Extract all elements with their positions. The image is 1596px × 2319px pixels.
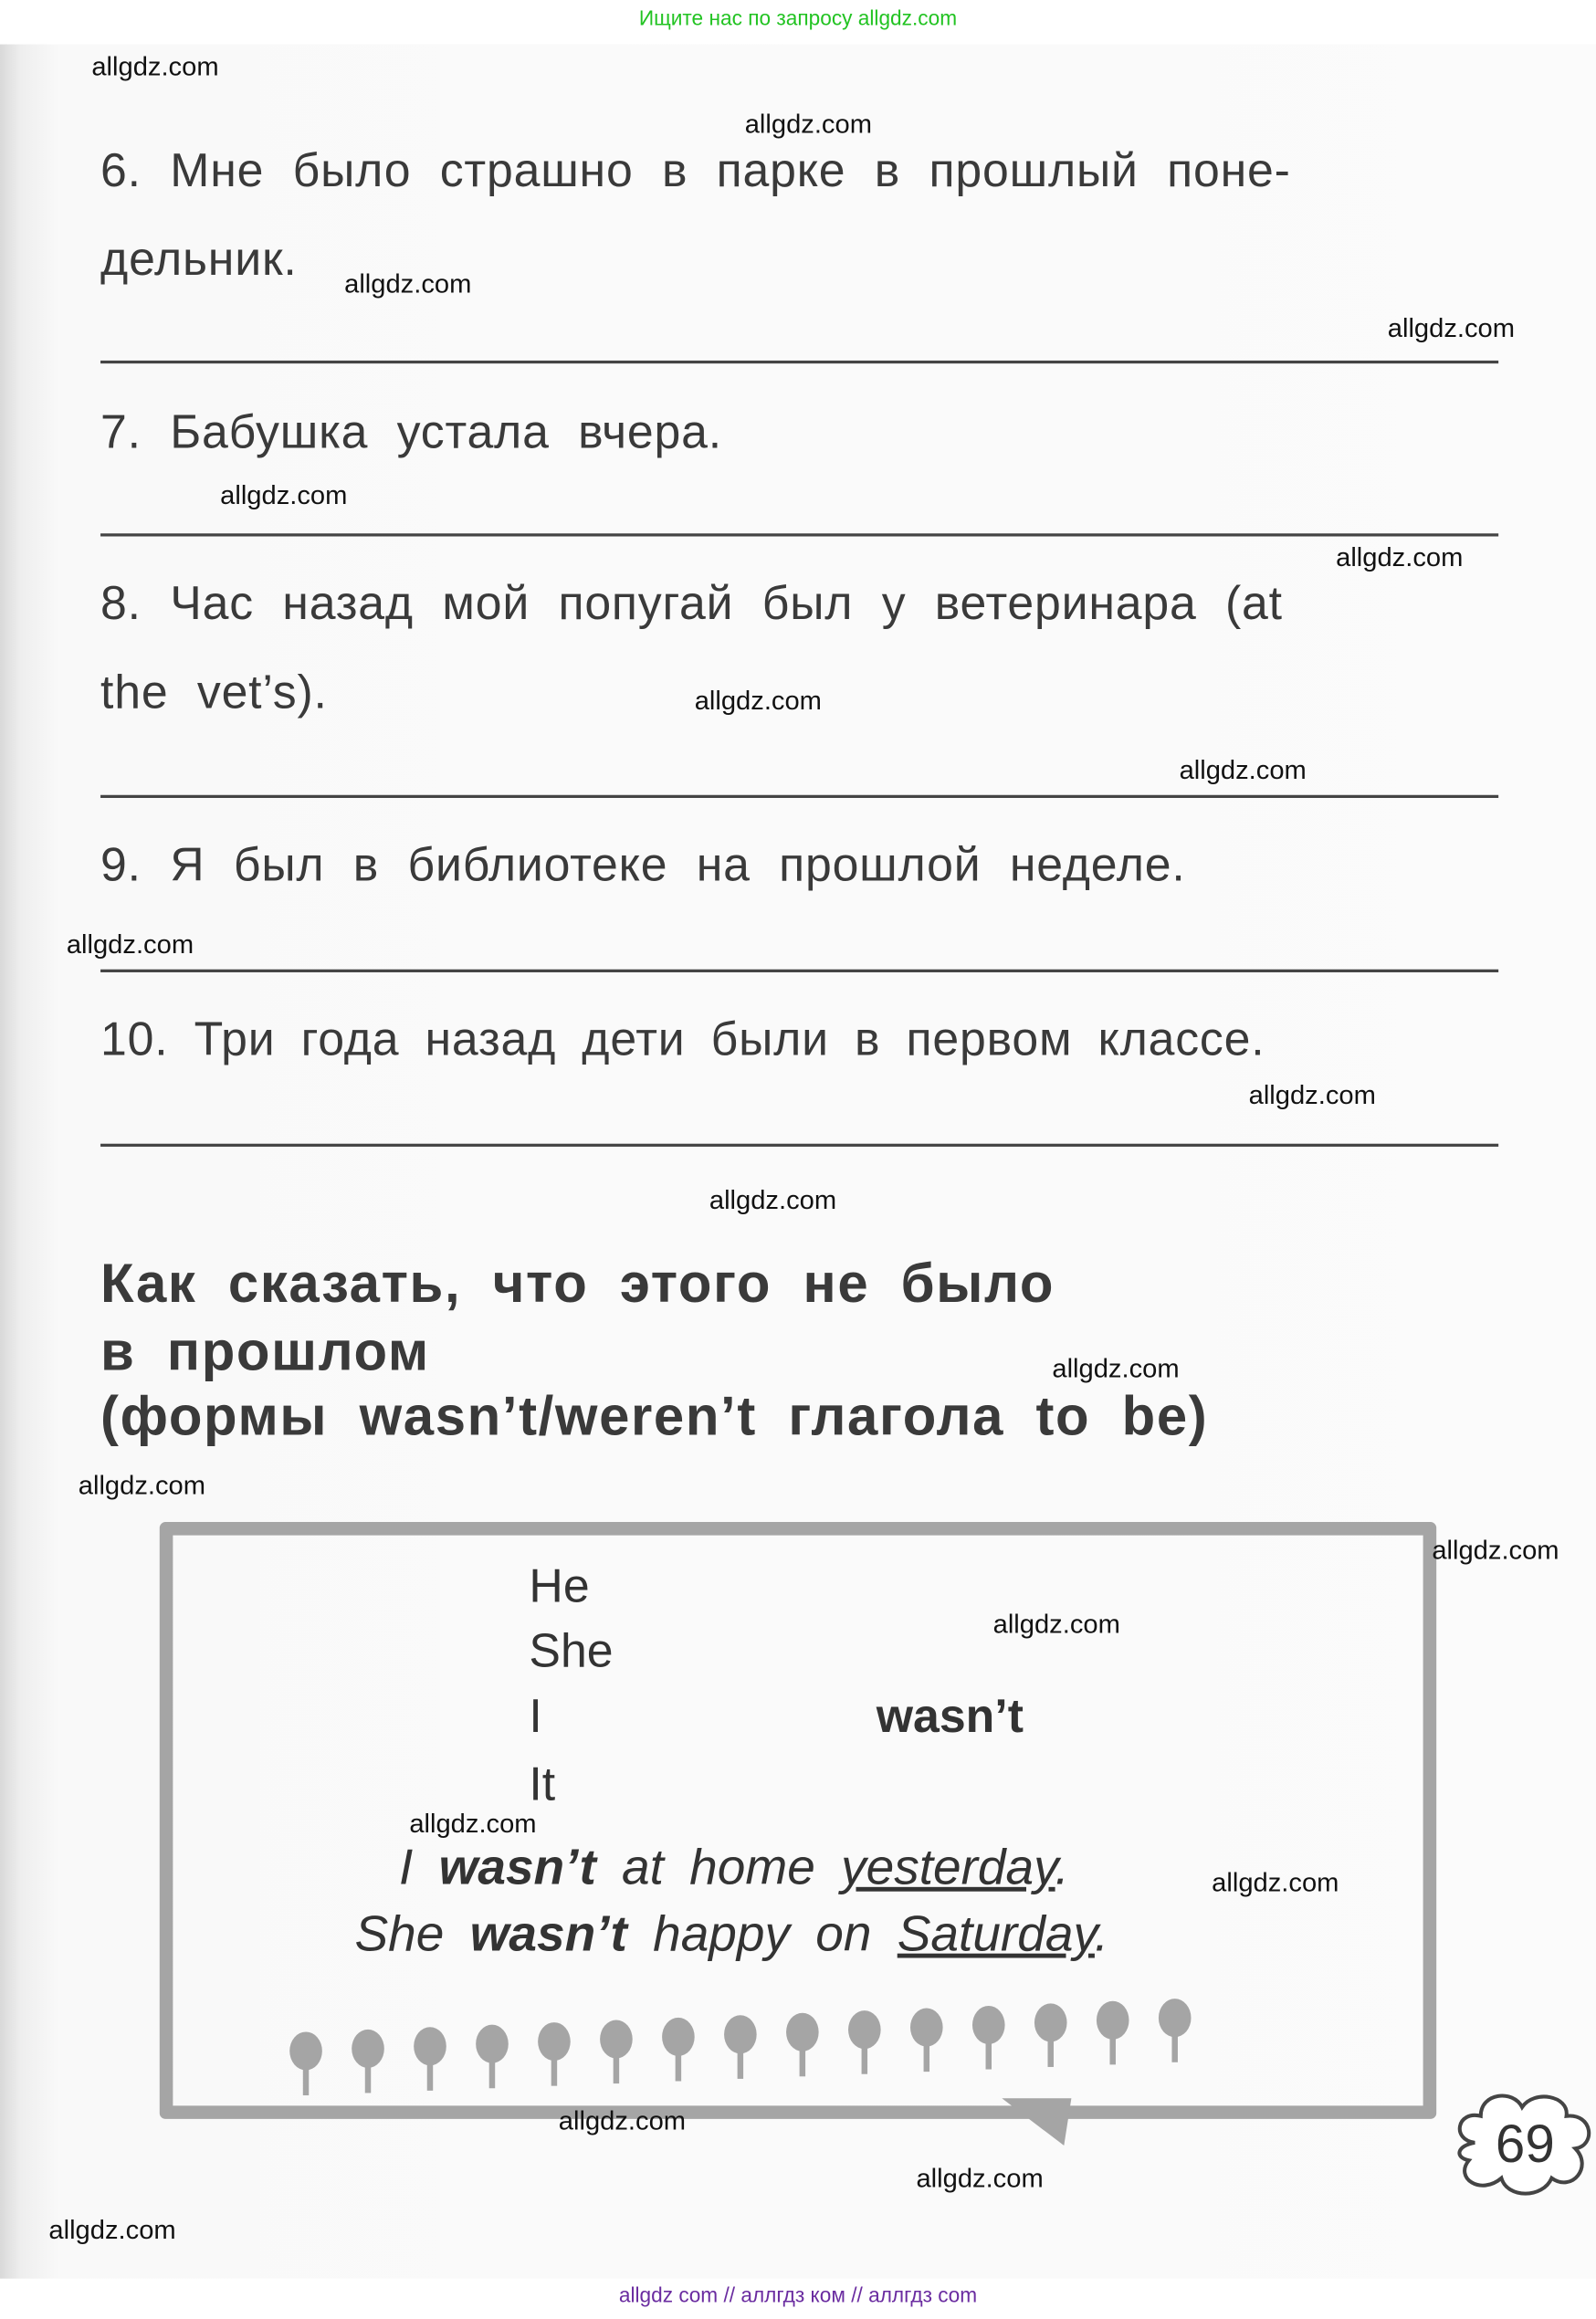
- watermark[interactable]: allgdz.com: [558, 2105, 687, 2135]
- lollipop-head: [538, 2022, 571, 2061]
- answer-line-9[interactable]: [100, 970, 1498, 972]
- page-number: 69: [1495, 2113, 1555, 2174]
- lollipop-head: [414, 2027, 446, 2065]
- watermark[interactable]: allgdz.com: [1179, 755, 1307, 785]
- pronoun-i: I: [529, 1688, 542, 1743]
- pronoun-she: She: [529, 1623, 614, 1677]
- header-banner[interactable]: Ищите нас по запросу allgdz.com: [638, 5, 958, 30]
- lollipop-row: [289, 1999, 1191, 2095]
- exercise-8-line1: 8. Час назад мой попугай был у ветеринара (at: [100, 576, 1283, 630]
- lollipop-head: [1034, 2003, 1067, 2041]
- watermark[interactable]: allgdz.com: [1336, 541, 1464, 572]
- exercise-6-line2: дельник.: [100, 232, 298, 286]
- lollipop-head: [352, 2030, 384, 2068]
- footer-banner[interactable]: allgdz com // аллгдз ком // аллгдз com: [618, 2282, 978, 2307]
- lollipop-head: [1097, 2001, 1129, 2040]
- lollipop-head: [972, 2006, 1005, 2044]
- answer-line-10[interactable]: [100, 1144, 1498, 1147]
- watermark[interactable]: allgdz.com: [91, 51, 219, 82]
- watermark[interactable]: allgdz.com: [78, 1470, 206, 1500]
- watermark[interactable]: allgdz.com: [1432, 1535, 1559, 1565]
- watermark[interactable]: allgdz.com: [694, 685, 822, 716]
- exercise-10: 10. Три года назад дети были в первом классе.: [100, 1012, 1265, 1065]
- lollipop-head: [724, 2015, 757, 2053]
- pronoun-it: It: [529, 1757, 556, 1810]
- pronoun-he: He: [529, 1558, 590, 1612]
- watermark[interactable]: allgdz.com: [916, 2163, 1044, 2193]
- exercise-9: 9. Я был в библиотеке на прошлой неделе.: [100, 837, 1186, 891]
- watermark[interactable]: allgdz.com: [220, 480, 348, 510]
- bubble-decoration: [148, 1980, 1448, 2157]
- lollipop-head: [786, 2013, 819, 2051]
- verb-wasnt: wasn’t: [876, 1688, 1024, 1743]
- lollipop-head: [848, 2010, 881, 2049]
- watermark[interactable]: allgdz.com: [1052, 1353, 1180, 1383]
- answer-line-6[interactable]: [100, 361, 1498, 363]
- bubble-tail: [1002, 2098, 1071, 2146]
- lollipop-head: [600, 2020, 633, 2058]
- answer-line-8[interactable]: [100, 795, 1498, 798]
- watermark[interactable]: allgdz.com: [66, 929, 194, 960]
- rule-heading-line1: Как сказать, что этого не было: [100, 1253, 1055, 1314]
- answer-line-7[interactable]: [100, 533, 1498, 536]
- exercise-6-line1: 6. Мне было страшно в парке в прошлый поне-: [100, 142, 1291, 197]
- lollipop-head: [1159, 1999, 1192, 2037]
- lollipop-head: [910, 2009, 943, 2047]
- rule-heading-line3: (формы wasn’t/weren’t глагола to be): [100, 1386, 1209, 1447]
- watermark[interactable]: allgdz.com: [48, 2215, 176, 2245]
- rule-heading-line2: в прошлом: [100, 1320, 430, 1382]
- lollipop-head: [476, 2025, 509, 2063]
- watermark[interactable]: allgdz.com: [1212, 1867, 1339, 1898]
- lollipop-head: [289, 2031, 322, 2070]
- watermark[interactable]: allgdz.com: [709, 1185, 837, 1215]
- watermark[interactable]: allgdz.com: [409, 1809, 537, 1839]
- lollipop-head: [662, 2018, 695, 2056]
- watermark[interactable]: allgdz.com: [992, 1609, 1120, 1639]
- watermark[interactable]: allgdz.com: [344, 268, 472, 299]
- exercise-8-line2: the vet’s).: [100, 665, 328, 719]
- example-sentence-1: I wasn’t at home yesterday.: [398, 1840, 1069, 1896]
- example-sentence-2: She wasn’t happy on Saturday.: [354, 1905, 1109, 1963]
- exercise-7: 7. Бабушка устала вчера.: [100, 404, 722, 458]
- watermark[interactable]: allgdz.com: [1248, 1080, 1376, 1110]
- watermark[interactable]: allgdz.com: [1387, 313, 1516, 343]
- watermark[interactable]: allgdz.com: [744, 109, 872, 140]
